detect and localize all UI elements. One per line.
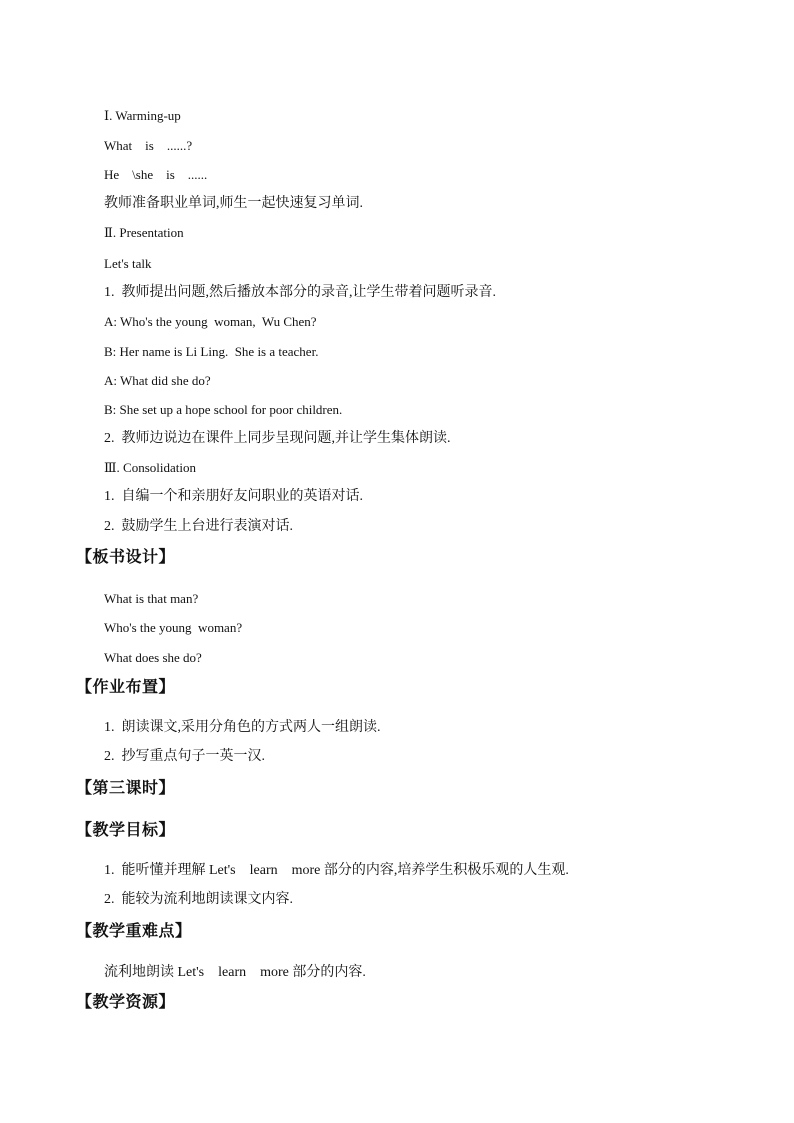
body-line: 2. 鼓励学生上台进行表演对话. — [104, 519, 293, 534]
body-line: 1. 自编一个和亲朋好友问职业的英语对话. — [104, 489, 363, 504]
section-presentation-title: Ⅱ. Presentation — [104, 225, 184, 240]
key-point-line: 流利地朗读 Let's learn more 部分的内容. — [104, 965, 366, 980]
body-line: He \she is ...... — [104, 167, 208, 182]
board-line: What does she do? — [104, 650, 202, 665]
body-line: Let's talk — [104, 256, 152, 271]
body-line: 教师准备职业单词,师生一起快速复习单词. — [104, 196, 363, 211]
section-warming-up-title: Ⅰ. Warming-up — [104, 108, 181, 123]
board-line: Who's the young woman? — [104, 620, 243, 635]
dialogue-line: A: Who's the young woman, Wu Chen? — [104, 314, 317, 329]
section-consolidation-title: Ⅲ. Consolidation — [104, 460, 196, 475]
objective-line: 1. 能听懂并理解 Let's learn more 部分的内容,培养学生积极乐观的人生观. — [104, 863, 569, 878]
heading-key-points: 【教学重难点】 — [76, 923, 192, 940]
heading-objectives: 【教学目标】 — [76, 822, 176, 839]
board-line: What is that man? — [104, 591, 199, 606]
heading-board-design: 【板书设计】 — [76, 549, 176, 566]
dialogue-line: B: She set up a hope school for poor children. — [104, 402, 343, 417]
homework-line: 1. 朗读课文,采用分角色的方式两人一组朗读. — [104, 720, 381, 735]
heading-resources: 【教学资源】 — [76, 994, 176, 1011]
heading-homework: 【作业布置】 — [76, 679, 176, 696]
body-line: 2. 教师边说边在课件上同步呈现问题,并让学生集体朗读. — [104, 431, 451, 446]
body-line: 1. 教师提出问题,然后播放本部分的录音,让学生带着问题听录音. — [104, 285, 496, 300]
dialogue-line: B: Her name is Li Ling. She is a teacher. — [104, 344, 319, 359]
dialogue-line: A: What did she do? — [104, 373, 211, 388]
body-line: What is ......? — [104, 138, 193, 153]
heading-third-lesson: 【第三课时】 — [76, 780, 176, 797]
objective-line: 2. 能较为流利地朗读课文内容. — [104, 892, 293, 907]
homework-line: 2. 抄写重点句子一英一汉. — [104, 749, 265, 764]
